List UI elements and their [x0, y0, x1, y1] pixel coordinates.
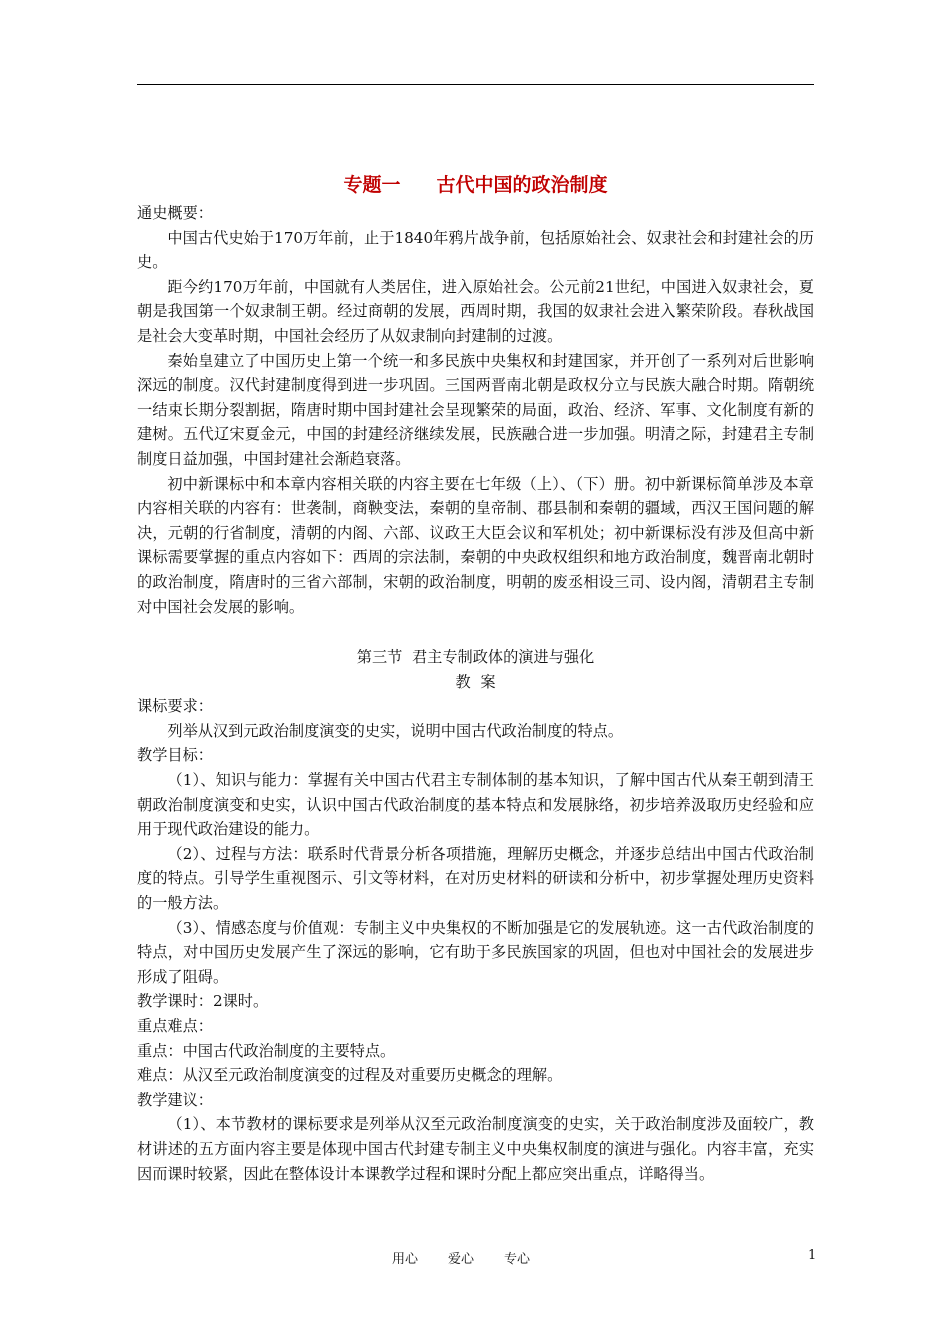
class-hours: 教学课时：2课时。: [137, 992, 269, 1011]
suggestions-label: 教学建议：: [137, 1090, 213, 1109]
title-part2: 古代中国的政治制度: [436, 174, 608, 196]
key-point: 重点：中国古代政治制度的主要特点。: [137, 1041, 396, 1060]
overview-paragraph: 中国古代史始于170万年前，止于1840年鸦片战争前，包括原始社会、奴隶社会和封建社会的历史。: [137, 228, 814, 272]
section-title: 第三节 君主专制政体的演进与强化: [356, 648, 595, 667]
suggestion-item: （1）、本节教材的课标要求是列举从汉至元政治制度演变的史实，关于政治制度涉及面较广，教材讲述的五方面内容主要是体现中国古代封建专制主义中央集权制度的演进与强化。内容丰富，充实因而课时较紧，因此在整体设计本课教学过程和课时分配上都应突出重点，详略得当。: [137, 1115, 814, 1183]
title-part1: 专题一: [343, 174, 401, 196]
header-rule: [137, 84, 814, 85]
overview-paragraph: 距今约170万年前，中国就有人类居住，进入原始社会。公元前21世纪，中国进入奴隶社会，夏朝是我国第一个奴隶制王朝。经过商朝的发展，西周时期，我国的奴隶社会进入繁荣阶段。春秋战国是社会大变革时期，中国社会经历了从奴隶制向封建制的过渡。: [137, 277, 814, 345]
document-title: [137, 170, 814, 200]
key-points-label: 重点难点：: [137, 1017, 213, 1035]
objective-item: （1）、知识与能力：掌握有关中国古代君主专制体制的基本知识，了解中国古代从秦王朝到清王朝政治制度演变和史实，认识中国古代政治制度的基本特点和发展脉络，初步培养汲取历史经验和应用于现代政治建设的能力。: [137, 771, 814, 839]
objectives-label: 教学目标：: [137, 746, 213, 765]
footer-motto-item: 爱心: [448, 1252, 475, 1267]
overview-paragraph: 秦始皇建立了中国历史上第一个统一和多民族中央集权和封建国家，并开创了一系列对后世影响深远的制度。汉代封建制度得到进一步巩固。三国两晋南北朝是政权分立与民族大融合时期。隋朝统一结束长期分裂割据，隋唐时期中国封建社会呈现繁荣的局面，政治、经济、军事、文化制度有新的建树。五代辽宋夏金元，中国的封建经济继续发展，民族融合进一步加强。明清之际，封建君主专制制度日益加强，中国封建社会渐趋衰落。: [137, 351, 814, 468]
difficulty-point: 难点：从汉至元政治制度演变的过程及对重要历史概念的理解。: [137, 1066, 563, 1085]
overview-paragraph: 初中新课标中和本章内容相关联的内容主要在七年级（上）、（下）册。初中新课标简单涉及本章内容相关联的内容有：世袭制，商鞅变法，秦朝的皇帝制、郡县制和秦朝的疆域，西汉王国问题的解决，元朝的行省制度，清朝的内阁、六部、议政王大臣会议和军机处；初中新课标没有涉及但高中新课标需要掌握的重点内容如下：西周的宗法制，秦朝的中央政权组织和地方政治制度，魏晋南北朝时的政治制度，隋唐时的三省六部制，宋朝的政治制度，明朝的废丞相设三司、设内阁，清朝君主专制对中国社会发展的影响。: [137, 474, 814, 616]
footer-motto-item: 用心: [392, 1252, 419, 1267]
footer-motto-item: 专心: [504, 1252, 531, 1267]
objective-item: （3）、情感态度与价值观：专制主义中央集权的不断加强是它的发展轨迹。这一古代政治制度的特点，对中国历史发展产生了深远的影响，它有助于多民族国家的巩固，但也对中国社会的发展进步形成了阻碍。: [137, 918, 814, 986]
objective-item: （2）、过程与方法：联系时代背景分析各项措施，理解历史概念，并逐步总结出中国古代政治制度的特点。引导学生重视图示、引文等材料，在对历史材料的研读和分析中，初步掌握处理历史资料的一般方法。: [137, 844, 814, 913]
page-number: 1: [808, 1248, 817, 1263]
overview-label: 通史概要：: [137, 204, 213, 222]
document-body: [137, 170, 814, 1186]
lesson-plan-label: 教 案: [455, 672, 496, 691]
footer-motto: [392, 1248, 560, 1267]
curriculum-label: 课标要求：: [137, 697, 213, 716]
curriculum-text: 列举从汉到元政治制度演变的史实，说明中国古代政治制度的特点。: [167, 721, 624, 740]
